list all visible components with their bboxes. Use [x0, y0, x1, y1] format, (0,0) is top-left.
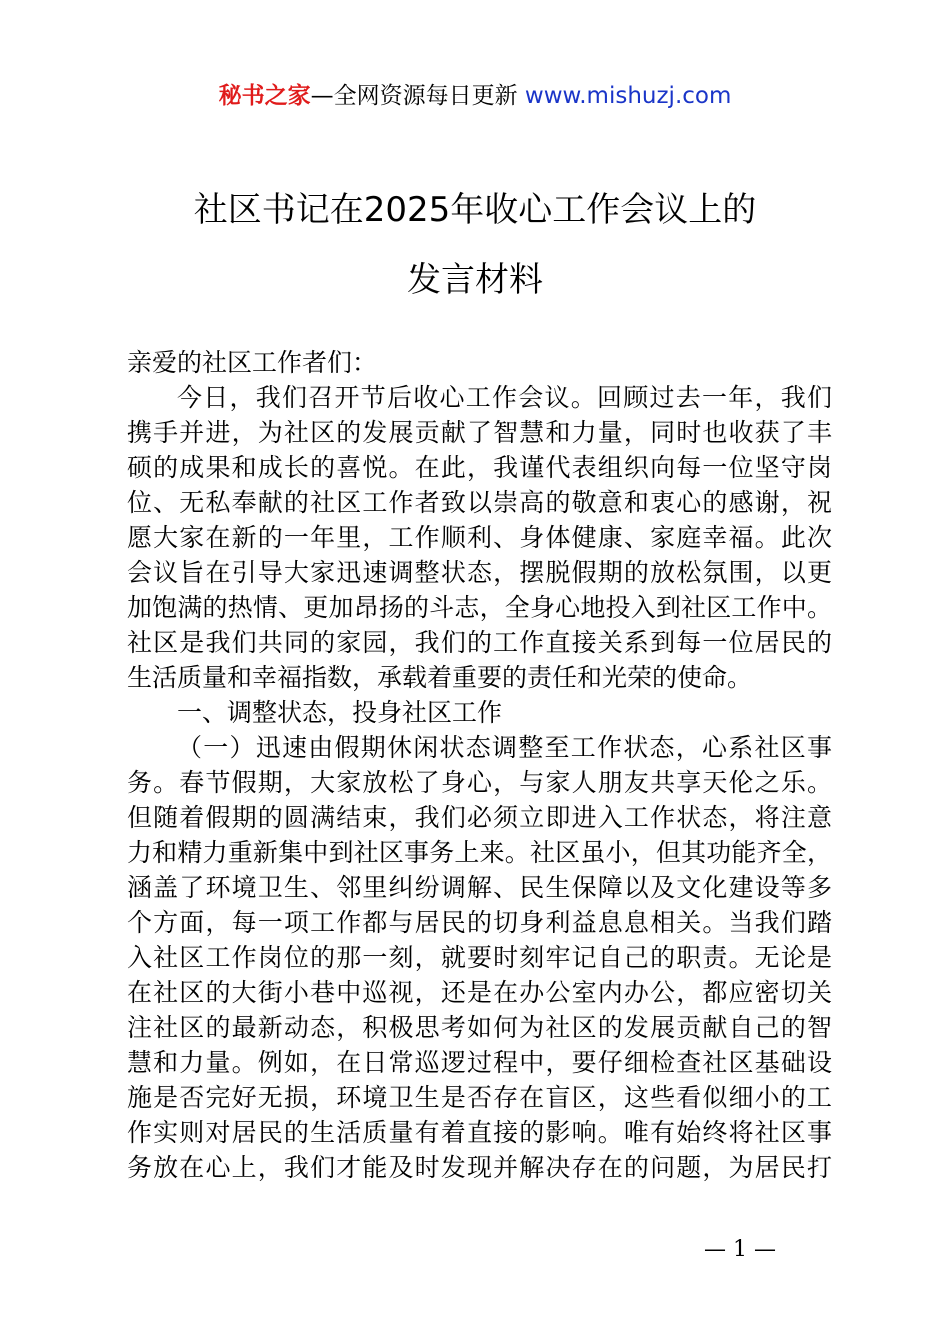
document-title-line-2: 发言材料	[407, 260, 543, 300]
document-title-line-1: 社区书记在2025年收心工作会议上的	[193, 190, 757, 230]
paragraph-line: 注社区的最新动态，积极思考如何为社区的发展贡献自己的智	[127, 1013, 832, 1042]
section-heading: 一、调整状态，投身社区工作	[177, 698, 503, 727]
paragraph-line: 慧和力量。例如，在日常巡逻过程中，要仔细检查社区基础设	[127, 1048, 832, 1077]
website-link[interactable]: www.mishuzj.com	[524, 83, 732, 109]
paragraph-line: 务放在心上，我们才能及时发现并解决存在的问题，为居民打	[127, 1153, 832, 1182]
paragraph-line: 社区是我们共同的家园，我们的工作直接关系到每一位居民的	[127, 628, 832, 657]
brand-name: 秘书之家	[218, 83, 311, 109]
paragraph-line: 作实则对居民的生活质量有着直接的影响。唯有始终将社区事	[127, 1118, 832, 1147]
salutation: 亲爱的社区工作者们：	[127, 348, 378, 377]
paragraph-line: 但随着假期的圆满结束，我们必须立即进入工作状态，将注意	[127, 803, 832, 832]
paragraph-line: 在社区的大街小巷中巡视，还是在办公室内办公，都应密切关	[127, 978, 832, 1007]
site-header	[0, 80, 950, 112]
paragraph-line: 愿大家在新的一年里，工作顺利、身体健康、家庭幸福。此次	[127, 523, 832, 552]
paragraph-line: 施是否完好无损，环境卫生是否存在盲区，这些看似细小的工	[127, 1083, 832, 1112]
paragraph-line: 生活质量和幸福指数，承载着重要的责任和光荣的使命。	[127, 663, 753, 692]
paragraph-line: 硕的成果和成长的喜悦。在此，我谨代表组织向每一位坚守岗	[127, 453, 832, 482]
paragraph-line: 涵盖了环境卫生、邻里纠纷调解、民生保障以及文化建设等多	[127, 873, 832, 902]
header-tagline: —全网资源每日更新	[310, 83, 518, 109]
paragraph-line: 加饱满的热情、更加昂扬的斗志，全身心地投入到社区工作中。	[127, 593, 832, 622]
paragraph-line: 会议旨在引导大家迅速调整状态，摆脱假期的放松氛围，以更	[127, 558, 832, 587]
paragraph-line: 携手并进，为社区的发展贡献了智慧和力量，同时也收获了丰	[127, 418, 832, 447]
document-body	[127, 345, 832, 1185]
page-number: — 1 —	[704, 1237, 776, 1262]
paragraph-line: 今日，我们召开节后收心工作会议。回顾过去一年，我们	[177, 383, 832, 412]
paragraph-line: 务。春节假期，大家放松了身心，与家人朋友共享天伦之乐。	[127, 768, 832, 797]
paragraph-line: 入社区工作岗位的那一刻，就要时刻牢记自己的职责。无论是	[127, 943, 832, 972]
paragraph-line: 力和精力重新集中到社区事务上来。社区虽小，但其功能齐全，	[127, 838, 832, 867]
paragraph-line: 位、无私奉献的社区工作者致以崇高的敬意和衷心的感谢，祝	[127, 488, 832, 517]
paragraph-line: 个方面，每一项工作都与居民的切身利益息息相关。当我们踏	[127, 908, 832, 937]
paragraph-line: （一）迅速由假期休闲状态调整至工作状态，心系社区事	[177, 733, 832, 762]
